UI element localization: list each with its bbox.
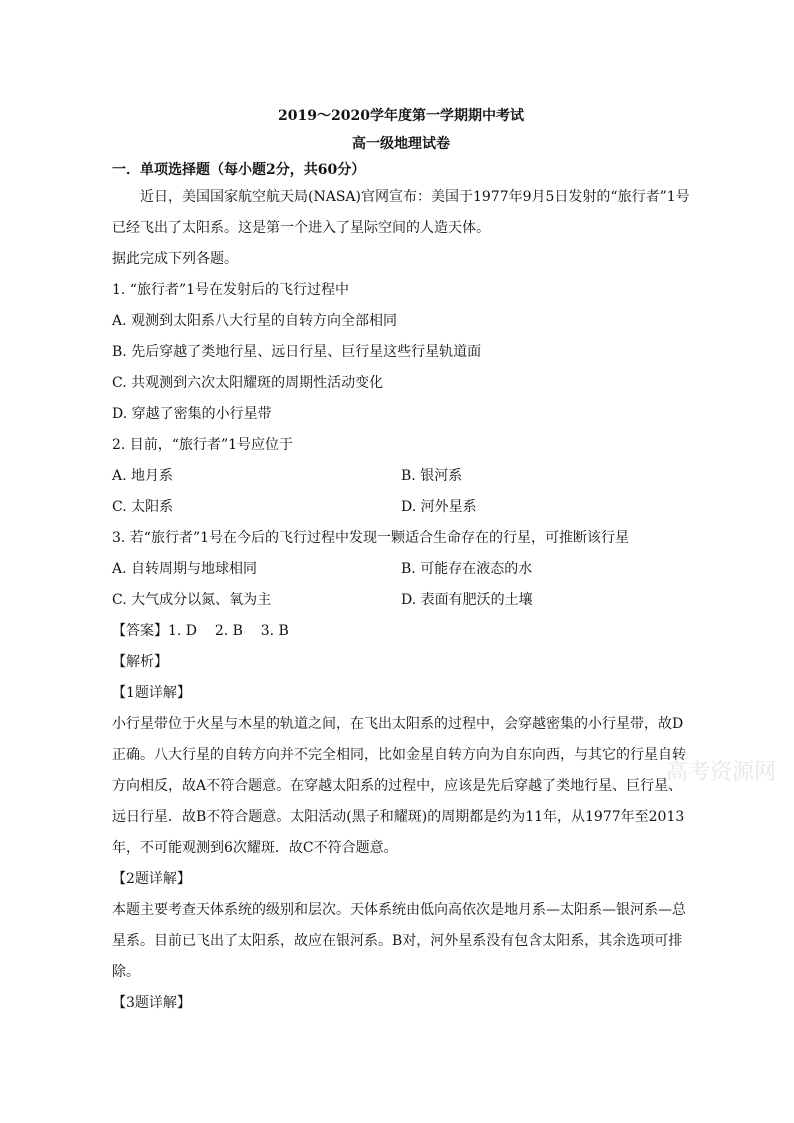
detail-1-text: 小行星带位于火星与木星的轨道之间，在飞出太阳系的过程中，会穿越密集的小行星带，故D正确。八大行星的自转方向并不完全相同，比如金星自转方向为自东向西，与其它的行星自转方向相反，故A不符合题意。在穿越太阳系的过程中，应该是先后穿越了类地行星、巨行星、远日行星．故B不符合题意。太阳活动(黑子和耀斑)的周期都是约为11年，从1977年至2013年，不可能观测到6次耀斑．故C不符合题意。 [112,716,686,856]
question-2-option-b: B. 银河系 [401,468,463,484]
question-2-stem: 2. 目前，“旅行者”1号应位于 [112,437,294,453]
detail-2-text: 本题主要考查天体系统的级别和层次。天体系统由低向高依次是地月系—太阳系—银河系—总星系。目前已飞出了太阳系，故应在银河系。B对，河外星系没有包含太阳系，其余选项可排除。 [112,902,686,980]
question-1 [112,275,690,430]
section-heading: 一．单项选择题（每小题2分，共60分） [112,162,366,178]
detail-1-label: 【1题详解】 [112,685,191,701]
question-2-option-d: D. 河外星系 [401,499,477,515]
intro-instruction: 据此完成下列各题。 [112,251,238,267]
intro-paragraph: 近日，美国国家航空航天局(NASA)官网宣布：美国于1977年9月5日发射的“旅行者”1号已经飞出了太阳系。这是第一个进入了星际空间的人造天体。 [112,189,690,236]
question-3 [112,523,690,616]
answer-line [112,616,690,647]
detail-2-label: 【2题详解】 [112,871,191,887]
question-1-option-b: B. 先后穿越了类地行星、远日行星、巨行星这些行星轨道面 [112,344,482,360]
question-3-option-c: C. 大气成分以氮、氧为主 [112,592,272,608]
exam-title: 2019～2020学年度第一学期期中考试 [278,108,524,124]
watermark: 高考资源网 [665,760,776,785]
analysis-label: 【解析】 [112,654,168,670]
question-3-option-a: A. 自转周期与地球相同 [112,561,258,577]
question-1-stem: 1. “旅行者”1号在发射后的飞行过程中 [112,282,350,298]
answer-text: 1. D 2. B 3. B [168,623,289,639]
answer-label: 【答案】 [112,623,168,639]
question-3-stem: 3. 若“旅行者”1号在今后的飞行过程中发现一颗适合生命存在的行星，可推断该行星 [112,530,630,546]
question-3-option-b: B. 可能存在液态的水 [401,561,533,577]
question-2 [112,430,690,523]
document-page [112,100,690,1019]
detail-3-label: 【3题详解】 [112,995,191,1011]
exam-subtitle: 高一级地理试卷 [352,136,450,152]
question-1-option-d: D. 穿越了密集的小行星带 [112,406,272,422]
question-2-option-a: A. 地月系 [112,468,174,484]
question-3-option-d: D. 表面有肥沃的土壤 [401,592,533,608]
question-1-option-c: C. 共观测到六次太阳耀斑的周期性活动变化 [112,375,384,391]
question-2-option-c: C. 太阳系 [112,499,174,515]
question-1-option-a: A. 观测到太阳系八大行星的自转方向全部相同 [112,313,398,329]
